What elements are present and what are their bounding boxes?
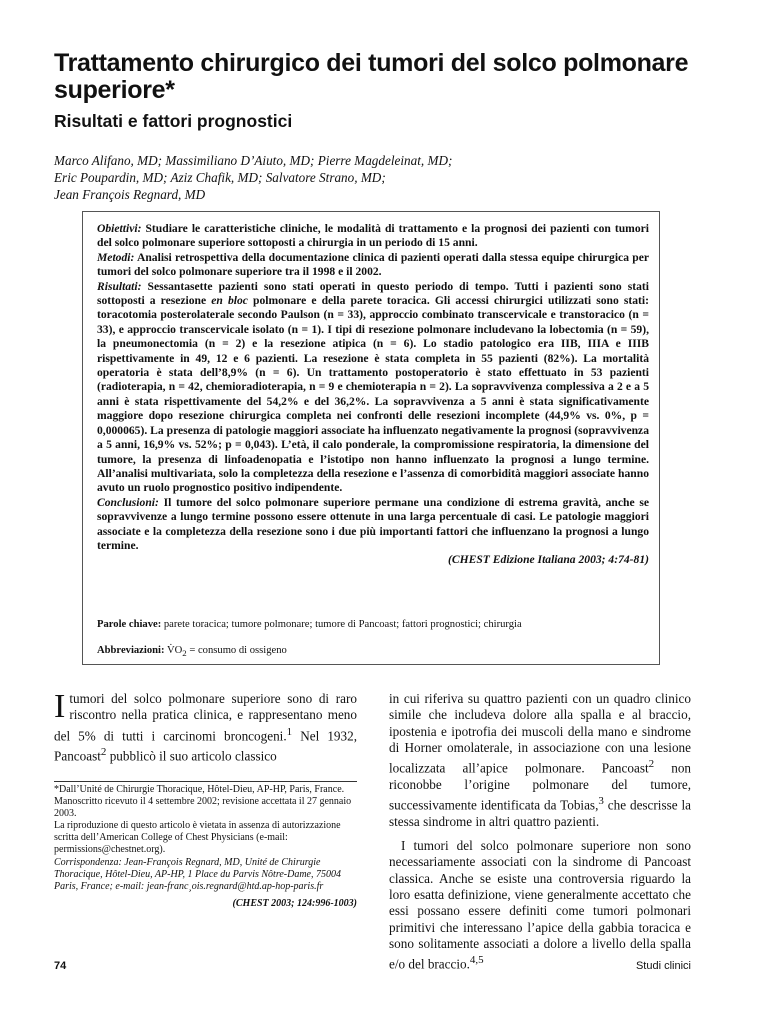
body-text: che descrisse la stessa sindrome in altri quattro pazienti. [389,797,691,829]
abstract-methods [97,251,649,280]
body-text: Nel 1932, Pancoast [54,727,357,764]
abbreviation-subscript: 2 [182,648,187,659]
abbreviation-symbol: V̇O [166,645,183,656]
author-list [54,152,574,203]
body-column-left [54,688,357,765]
body-text: I tumori del solco polmonare superiore non sono necessariamente associati con la sindrome di Pancoast classica. Anche se esiste una controversia riguardo la loro esatta definizione, viene generalmente accettato che essi possano essere definiti come tumori polmonari primitivi che interessano l’apice della gabbia toracica e sono solitamente associati a dolore a livello della spalla e/o del braccio. [389,838,691,972]
footnotes [54,784,357,910]
objectives-label: Obiettivi: [97,222,142,235]
body-text: tumori del solco polmonare superiore sono di raro riscontro nella pratica clinica, e rappresentano meno del 5% di tutti i carcinomi broncogeni. [54,691,357,743]
keywords-text: parete toracica; tumore polmonare; tumore di Pancoast; fattori prognostici; chirurgia [161,619,522,630]
objectives-text: Studiare le caratteristiche cliniche, le modalità di trattamento e la prognosi dei pazienti con tumori del solco polmonare superiore sottoposti a chirurgia in un periodo di 15 anni. [97,222,649,250]
keywords [97,618,649,631]
abstract-conclusions [97,496,649,554]
footnote-reproduction: La riproduzione di questo articolo è vietata in assenza di autorizzazione scritta dell’American College of Chest Physicians (e-mail: permissions@chestnet.org). [54,820,341,856]
footnote-affiliation: *Dall’Unité de Chirurgie Thoracique, Hôtel-Dieu, AP-HP, Paris, France. [54,784,345,795]
body-paragraph [54,688,357,765]
body-column-right [389,691,691,973]
abbreviations [97,644,649,660]
abstract-results [97,280,649,496]
results-text: Sessantasette pazienti sono stati operati in questo periodo di tempo. Tutti i pazienti sono stati sottoposti a resezione [97,279,649,308]
keywords-label: Parole chiave: [97,619,162,630]
footnote-divider [54,781,357,782]
reference-sup: 2 [100,746,107,759]
methods-label: Metodi: [97,250,135,264]
body-text: non riconobbe l’origine polmonare del tumore, successivamente identificata da Tobias, [389,760,692,813]
conclusions-text: Il tumore del solco polmonare superiore permane una condizione di estrema gravità, anche se sopravvivenze a lungo termine possono essere ottenute in una larga percentuale di casi. Le patologie maggiori associate e la completezza della resezione sono i due più importanti fattori che influenzano la prognosi a lungo termine. [97,495,649,552]
body-paragraph [389,838,691,973]
page-number: 74 [54,960,67,972]
conclusions-label: Conclusioni: [97,495,159,509]
reference-sup: 2 [648,758,655,771]
reference-sup: 1 [286,725,293,738]
author-line: Marco Alifano, MD; Massimiliano D’Aiuto, MD; Pierre Magdeleinat, MD; [54,153,453,168]
abbreviations-label: Abbreviazioni: [97,645,165,656]
body-text: in cui riferiva su quattro pazienti con un quadro clinico simile che includeva dolore alla spalla e al braccio, ipostenia e ipotrofia dei muscoli della mano e sindrome di Horner omolaterale, in associazione con una lesione localizzata all’apice polmonare. Pancoast [389,691,691,776]
author-line: Jean François Regnard, MD [54,187,206,202]
methods-text: Analisi retrospettiva della documentazione clinica di pazienti operati dalla stessa equipe chirurgica per tumori del solco polmonare superiore tra il 1998 e il 2002. [97,250,649,279]
article-title: Trattamento chirurgico dei tumori del solco polmonare superiore* [54,49,689,104]
footnote-received: Manoscritto ricevuto il 4 settembre 2002; revisione accettata il 27 gennaio 2003. [54,796,352,820]
drop-cap: I [54,688,66,725]
reference-sup: 4,5 [469,954,484,967]
results-text-cont: polmonare e della parete toracica. Gli accessi chirurgici utilizzati sono stati: toracotomia posterolaterale secondo Paulson (n = 33), approccio combinato transcervicale e transtoracico (n = 33), e approccio transcervicale isolato (n = 1). I tipi di resezione polmonare includevano la lobectomia (n = 59), la pneumonectomia (n = 2) e la resezione atipica (n = 6). Lo stadio patologico era IIB, IIIA e IIIB rispettivamente in 49, 12 e 6 pazienti. La resezione è stata completa in 55 pazienti (82%). La mortalità operatoria è stata dell’8,9% (n = 6). Un trattamento postoperatorio è stato effettuato in 53 pazienti (radioterapia, n = 42, chemioradioterapia, n = 9 e chemioterapia n = 2). La sopravvivenza complessiva a 2 e a 5 anni è stata rispettivamente del 54,2% e del 36,2%. La sopravvivenza a 5 anni è stata significativamente maggiore dopo resezione chirurgica completa nei confronti delle resezioni incomplete (44,9% vs. 0%, p = 0,000065). La presenza di patologie maggiori associate ha influenzato negativamente la prognosi (sopravvivenza a 5 anni, 16,9% vs. 52%; p = 0,043). L’età, il calo ponderale, la compromissione respiratoria, la dimensione del tumore, la presenza di linfoadenopatia e l’istotipo non hanno influenzato la prognosi a lungo termine. All’analisi multivariata, solo la completezza della resezione e l’assenza di comorbidità maggiori associate hanno avuto un ruolo prognostico positivo indipendente. [97,294,649,495]
article-subtitle: Risultati e fattori prognostici [54,111,293,131]
author-line: Eric Poupardin, MD; Aziz Chafik, MD; Salvatore Strano, MD; [54,170,386,185]
section-label: Studi clinici [635,960,691,972]
abstract-objectives [97,222,649,251]
body-paragraph [389,691,691,830]
abstract-text [97,222,649,568]
footnote-correspondence: Corrispondenza: Jean-François Regnard, MD, Unité de Chirurgie Thoracique, Hôtel-Dieu, AP-HP, 1 Place du Parvis Nôtre-Dame, 75004 Paris, France; e-mail: jean-franc¸ois.regnard@htd.ap-hop-paris.fr [54,856,341,892]
results-label: Risultati: [97,279,142,293]
abstract-citation: (CHEST Edizione Italiana 2003; 4:74-81) [448,553,649,567]
footnote-citation: (CHEST 2003; 124:996-1003) [232,897,357,909]
reference-sup: 3 [598,795,604,808]
abstract-box [82,211,660,665]
body-text: pubblicò il suo articolo classico [106,748,277,764]
results-en-bloc: en bloc [211,294,248,308]
abbreviation-text: = consumo di ossigeno [186,645,287,656]
